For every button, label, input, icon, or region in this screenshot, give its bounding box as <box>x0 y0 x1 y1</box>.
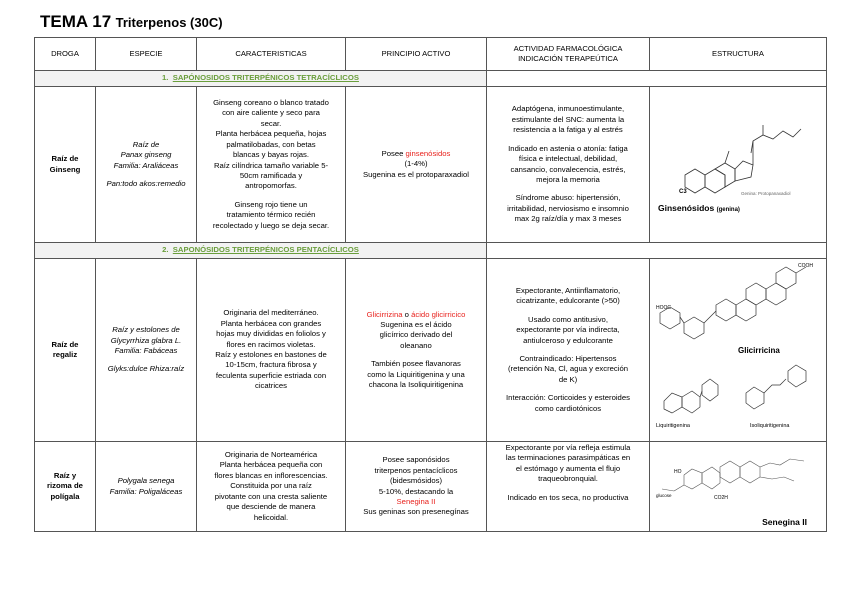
table-row <box>35 442 827 532</box>
cooh-label: COOH <box>798 263 813 269</box>
especie-cell: Polygala senega Familia: Poligaláceas <box>96 442 197 532</box>
header-especie: ESPECIE <box>96 38 197 71</box>
estructura-cell <box>650 259 827 442</box>
c3-label: C3 <box>678 189 687 196</box>
actividad-cell: Adaptógena, inmunoestimulante, estimulante del SNC: aumenta la resistencia a la fatiga y al estrés Indicado en astenia o atonía: fatiga física e intelectual, debilidad, cansancio, convalecencia, estrés, mejora la memoria Síndrome abuso: hipertensión, irritabilidad, nerviosismo e insomnio max 2g raíz/día y max 3 meses <box>487 87 650 243</box>
especie-cell: Raíz y estolones de Glycyrrhiza glabra L. Familia: Fabáceas Glyks:dulce Rhiza:raíz <box>96 259 197 442</box>
estructura-cell <box>650 442 827 532</box>
structure-caption: Senegina II <box>762 517 807 528</box>
header-caracteristicas: CARACTERISTICAS <box>197 38 346 71</box>
principio-cell: Glicirrizina o ácido glicirricico Sugenina es el ácido glicírrico derivado del oleanano También posee flavanoras como la Liquiritigenina y una chacona la Isoliquiritigenina <box>346 259 487 442</box>
principio-cell: Posee saponósidos triterpenos pentacíclicos (bidesmósidos) 5-10%, destacando la Senegina II Sus geninas son presenegínas <box>346 442 487 532</box>
drug-table <box>34 37 827 532</box>
glicirricina-caption: Glicirricina <box>738 346 780 355</box>
table-row <box>35 87 827 243</box>
section-heading-2: 2. SAPONÓSIDOS TRITERPÉNICOS PENTACÍCLICOS <box>35 243 487 259</box>
header-principio: PRINCIPIO ACTIVO <box>346 38 487 71</box>
caracteristicas-cell: Ginseng coreano o blanco tratado con aire caliente y seco para secar. Planta herbácea pequeña, hojas palmatilobadas, con betas blancas y bayas rojas. Raíz cilíndrica tamaño variable 5- 50cm ramificada y antropomorfas. Ginseng rojo tiene un tratamiento térmico recién recolectado y luego se deja secar. <box>197 87 346 243</box>
table-row <box>35 259 827 442</box>
section-row <box>35 243 827 259</box>
especie-cell: Raíz de Panax ginseng Familia: Araliáceas Pan:todo akos:remedio <box>96 87 197 243</box>
header-actividad: ACTIVIDAD FARMACOLÓGICA INDICACIÓN TERAPEÚTICA <box>487 38 650 71</box>
title-main: TEMA 17 <box>40 12 112 31</box>
droga-cell: Raíz de regaliz <box>35 259 96 442</box>
genina-label: Genina: Protopanaxadiol <box>740 191 791 197</box>
glucose-label: glucose <box>656 493 672 499</box>
isoliquiritigenina-label: Isoliquiritigenina <box>750 423 790 429</box>
glycyrrhizin-structure <box>654 261 822 439</box>
senegina-structure <box>654 445 822 517</box>
actividad-cell: Expectorante por vía refleja estimula las terminaciones parasimpáticas en el estómago y aumenta el flujo traqueobronquial. Indicado en tos seca, no productiva <box>487 442 650 532</box>
ginsenoside-structure <box>665 113 815 203</box>
caracteristicas-cell: Originaria del mediterráneo. Planta herbácea con grandes hojas muy divididas en foliolos y flores en racimos violetas. Raíz y estolones en bastones de 10-15cm, fractura fibrosa y feculenta superficie estriada con cicatrices <box>197 259 346 442</box>
caracteristicas-cell: Originaria de Norteamérica Planta herbácea pequeña con flores blancas en inflorescencias. Constituida por una raíz pivotante con una cresta saliente que desciende de manera helicoidal. <box>197 442 346 532</box>
hooc-label: HOOC <box>656 305 671 311</box>
droga-cell: Raíz y rizoma de polígala <box>35 442 96 532</box>
section-row <box>35 71 827 87</box>
structure-caption: Ginsenósidos (genina) <box>658 203 740 214</box>
estructura-cell <box>650 87 827 243</box>
header-estructura: ESTRUCTURA <box>650 38 827 71</box>
header-row <box>35 38 827 71</box>
actividad-cell: Expectorante, Antiinflamatorio, cicatrizante, edulcorante (>50) Usado como antitusivo, expectorante por vía indirecta, antiulceroso y edulcorante Contraindicado: Hipertensos (retención Na, Cl, agua y excreción de K) Interacción: Corticoides y esteroides como cardiotónicos <box>487 259 650 442</box>
page-title <box>40 12 223 32</box>
principio-cell: Posee ginsenósidos (1-4%) Sugenina es el protoparaxadiol <box>346 87 487 243</box>
co2h-label: CO2H <box>714 495 728 502</box>
section-heading-1: 1. SAPÓNOSIDOS TRITERPÉNICOS TETRACÍCLICOS <box>35 71 487 87</box>
droga-cell: Raíz de Ginseng <box>35 87 96 243</box>
ho-label: HO <box>674 469 682 476</box>
header-droga: DROGA <box>35 38 96 71</box>
liquiritigenina-label: Liquiritigenina <box>656 423 690 429</box>
title-sub: Triterpenos (30C) <box>115 15 223 30</box>
